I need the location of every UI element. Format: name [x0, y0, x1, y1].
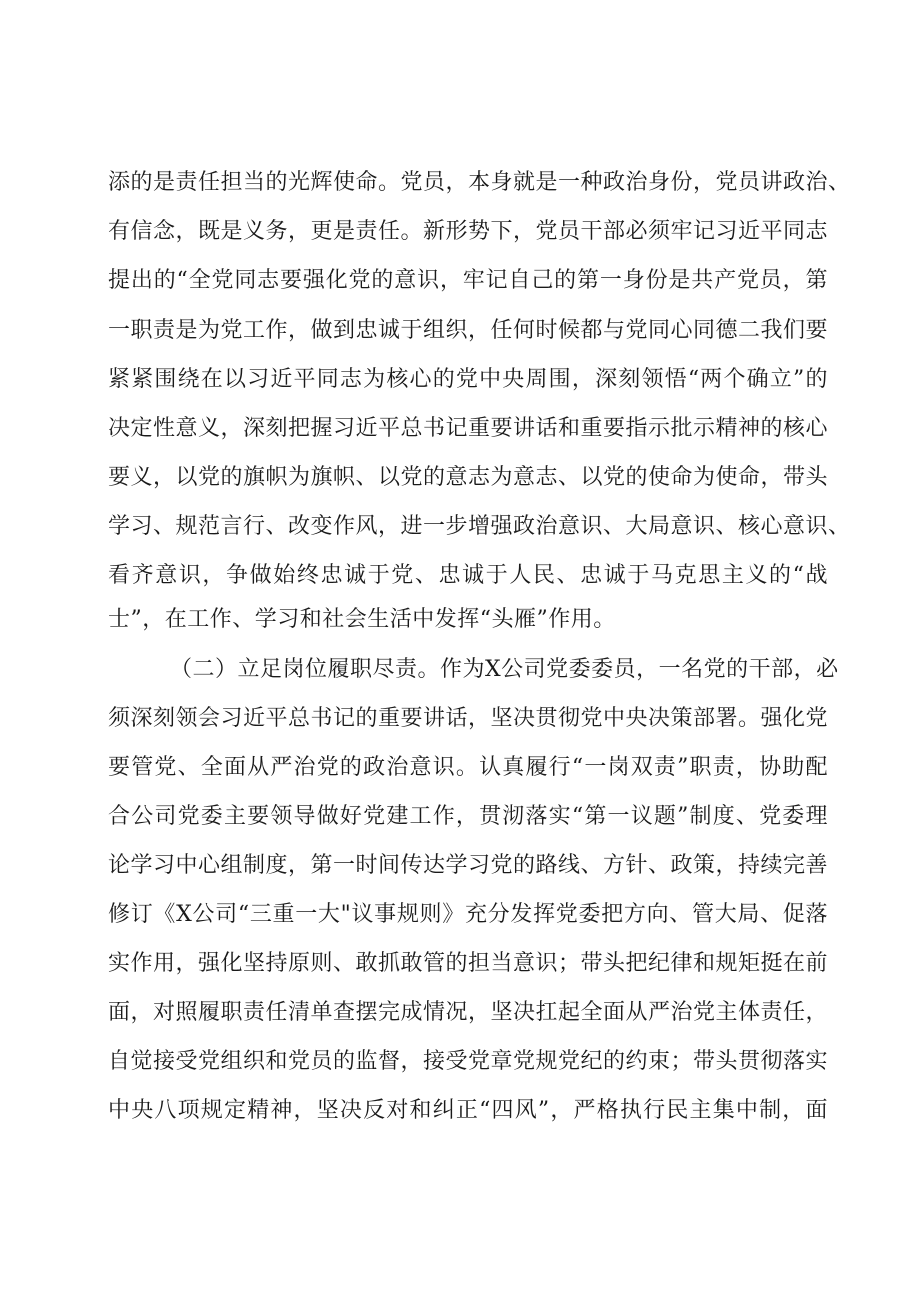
text-line-17: 实作用，强化坚持原则、敢抓敢管的担当意识；带头把纪律和规矩挺在前: [108, 951, 829, 976]
text-line-7: 要义，以党的旗帜为旗帜、以党的意志为意志、以党的使命为使命，带头: [108, 465, 829, 490]
text-line-14: 合公司党委主要领导做好党建工作，贯沏落实“第一议题”制度、党委理: [108, 804, 828, 829]
text-line-20: 中央八项规定精神，坚决反对和纠正“四风”，严格执行民主集中制，面: [108, 1098, 828, 1123]
text-line-2: 有信念，既是义务，更是责任。新形势下，党员干部必须牢记习近平同志: [108, 219, 829, 244]
text-line-4: 一职责是为党工作，做到忠诚于组织，任何时候都与党同心同德二我们要: [108, 318, 829, 343]
text-line-19: 自觉接受党组织和党员的监督，接受党章党规党纪的约束；带头贯彻落实: [108, 1049, 829, 1074]
text-line-11: （二）立足岗位履职尽责。作为X公司党委委员，一名党的干部，必: [170, 657, 839, 682]
text-line-8: 学习、规范言行、改变作风，进一步增强政治意识、大局意识、核心意识、: [108, 514, 851, 539]
text-line-12: 须深刻领会习近平总书记的重要讲话，坚决贯彻党中央决策部署。强化党: [108, 706, 829, 731]
text-line-13: 要管党、全面从严治党的政治意识。认真履行“一岗双责”职责，协助配: [108, 755, 828, 780]
text-line-3: 提出的“全党同志要强化党的意识，牢记自己的第一身份是共产党员，第: [108, 268, 828, 293]
text-line-18: 面，对照履职责任清单查摆完成情况，坚决扛起全面从严治党主体责任，: [108, 1000, 829, 1025]
text-line-9: 看齐意识，争做始终忠诚于党、忠诚于人民、忠诚于马克思主义的“战: [108, 563, 828, 588]
text-line-15: 论学习中心组制度，第一时间传达学习党的路线、方针、政策，持续完善: [108, 853, 829, 878]
text-line-16: 修订《X公司“三重一大"议事规则》充分发挥党委把方向、管大局、促落: [108, 902, 828, 927]
text-line-6: 决定性意义，深刻把握习近平总书记重要讲话和重要指示批示精神的核心: [108, 416, 829, 441]
text-line-5: 紧紧围绕在以习近平同志为核心的党中央周围，深刻领悟“两个确立”的: [108, 367, 828, 392]
text-line-1: 添的是责任担当的光辉使命。党员，本身就是一种政治身份，党员讲政治、: [108, 170, 851, 195]
text-line-10: 士”，在工作、学习和社会生活中发挥“头雁”作用。: [108, 607, 616, 632]
